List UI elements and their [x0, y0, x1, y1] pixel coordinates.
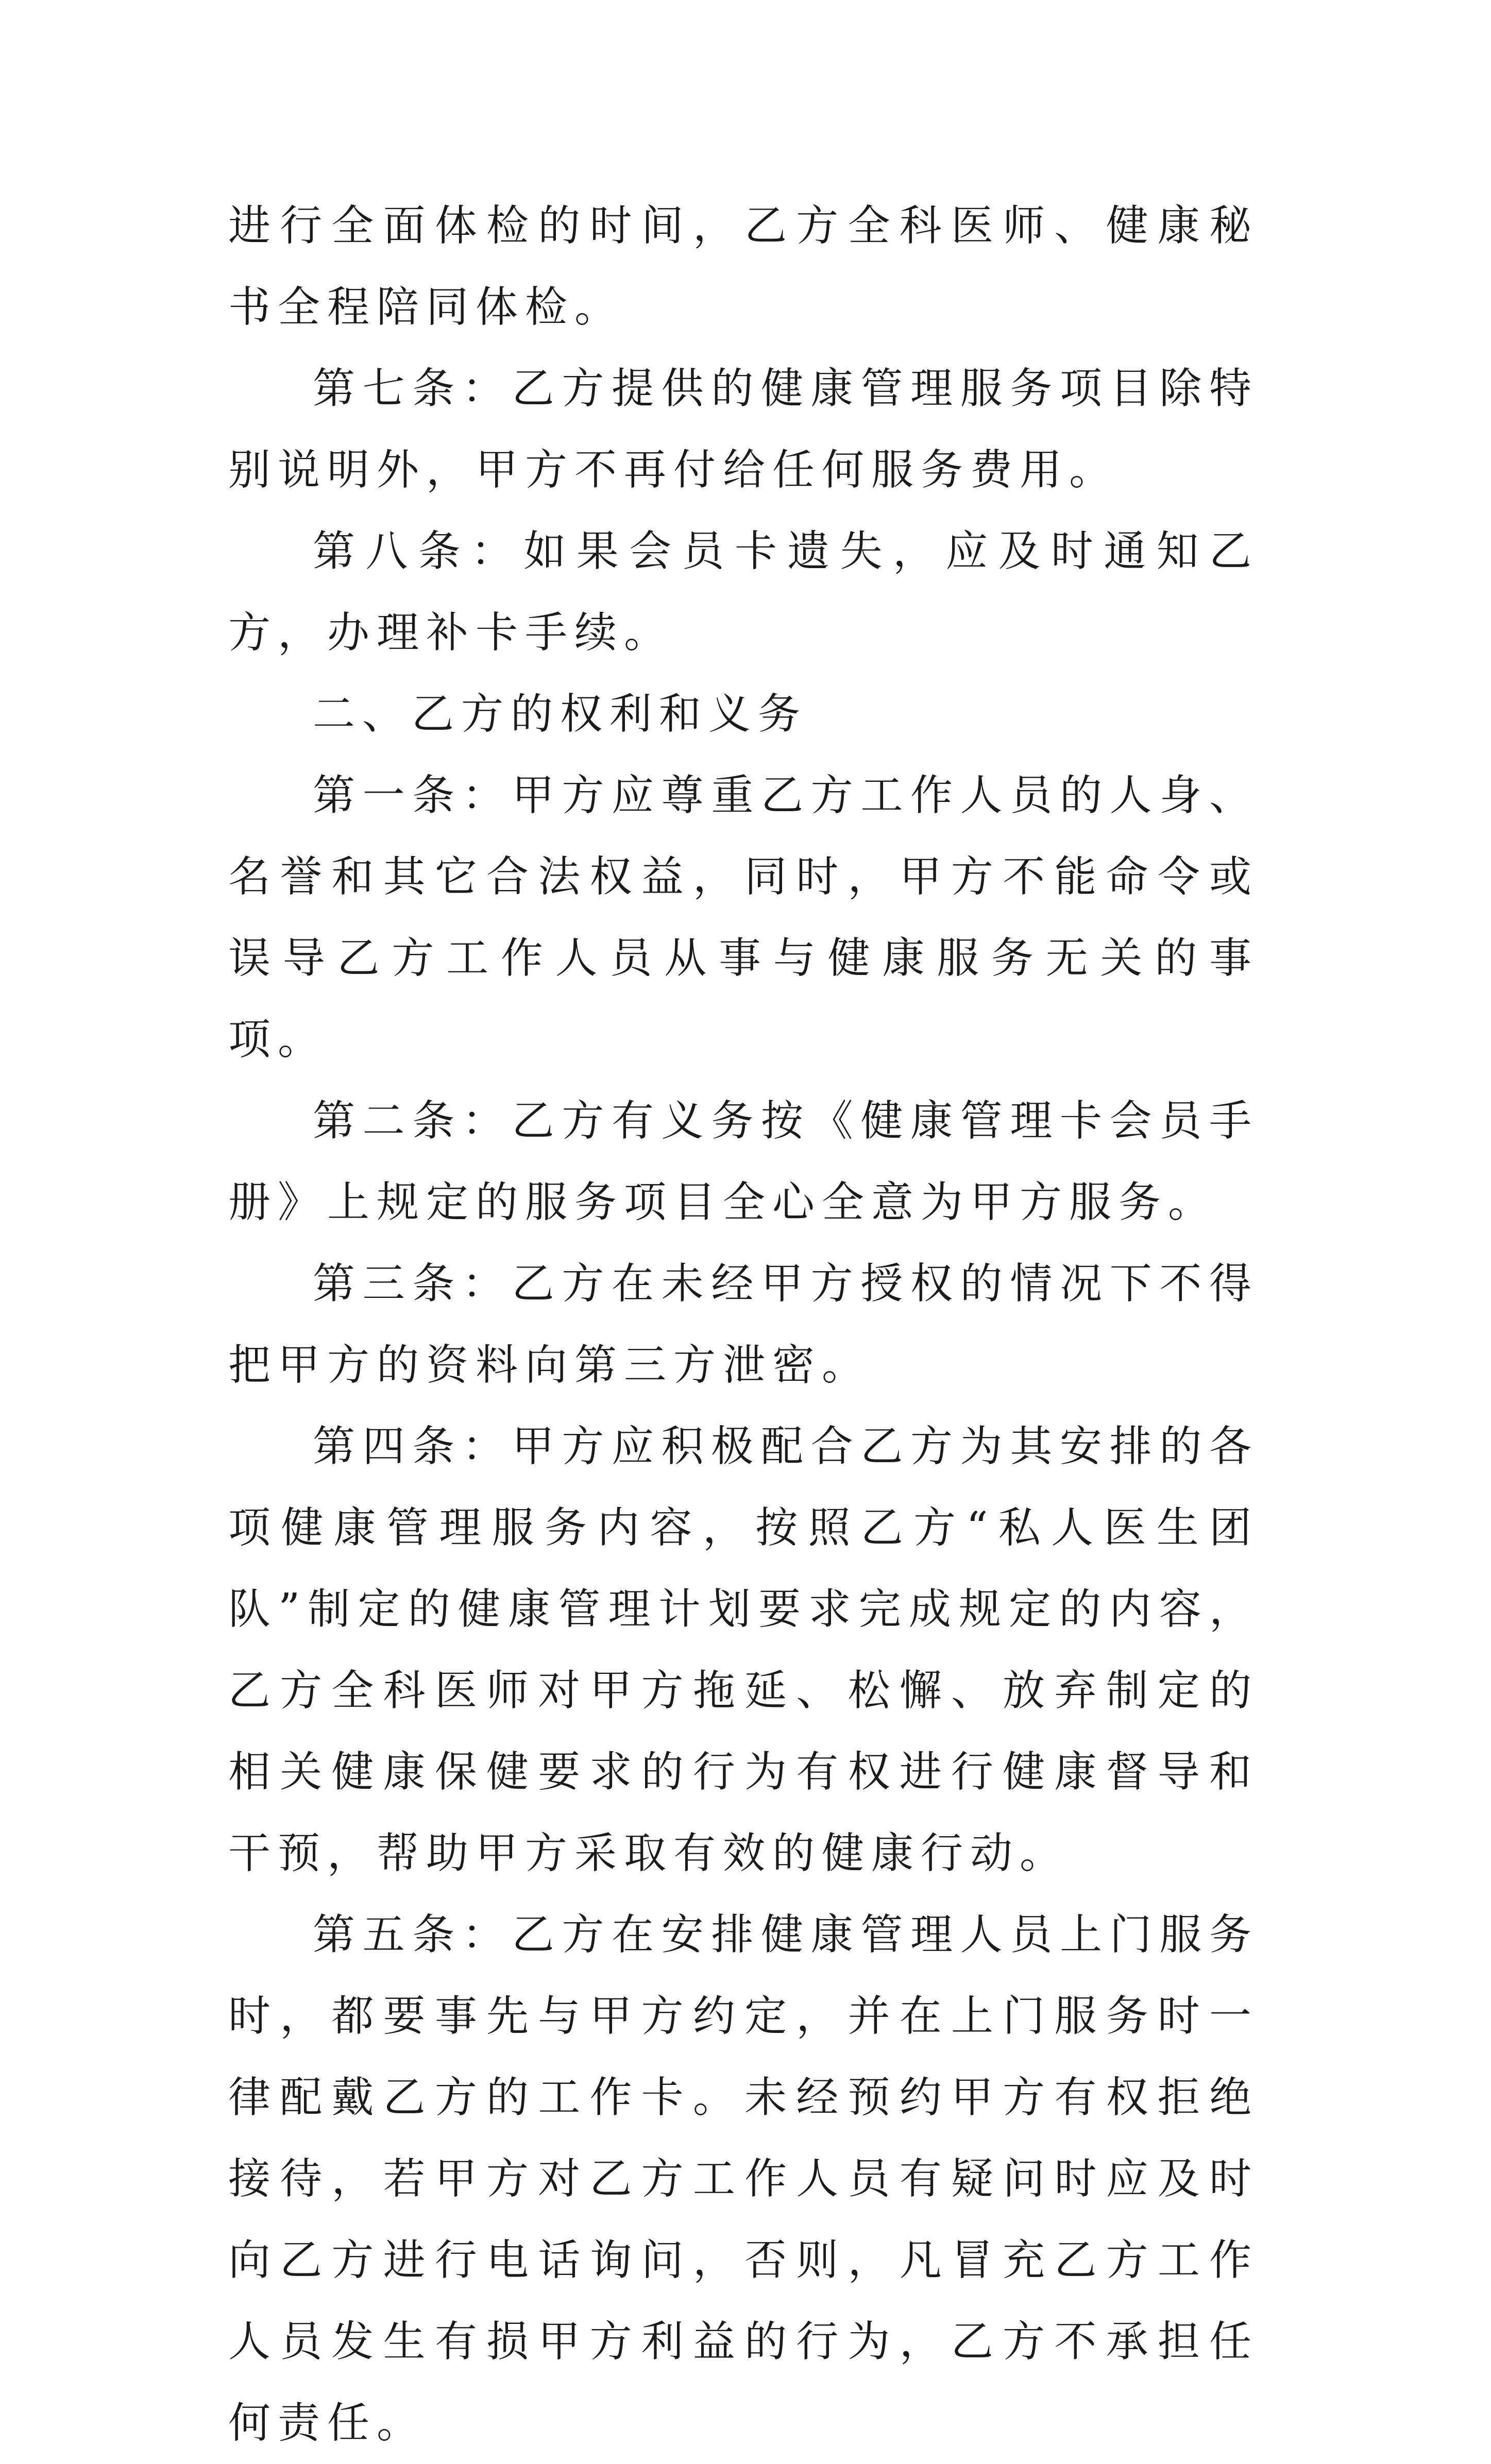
paragraph-continuation: 进行全面体检的时间，乙方全科医师、健康秘书全程陪同体检。 [228, 201, 1259, 332]
paragraph-article-2: 第二条：乙方有义务按《健康管理卡会员手册》上规定的服务项目全心全意为甲方服务。 [228, 1097, 1259, 1227]
document-body [228, 185, 1259, 2464]
section-heading-party-b-rights: 二、乙方的权利和义务 [313, 690, 808, 739]
paragraph-article-3: 第三条：乙方在未经甲方授权的情况下不得把甲方的资料向第三方泄密。 [228, 1259, 1259, 1390]
paragraph-article-4: 第四条：甲方应积极配合乙方为其安排的各项健康管理服务内容，按照乙方“私人医生团队”制定的健康管理计划要求完成规定的内容，乙方全科医师对甲方拖延、松懈、放弃制定的相关健康保健要求的行为有权进行健康督导和干预，帮助甲方采取有效的健康行动。 [228, 1422, 1259, 1878]
paragraph-article-7: 第七条：乙方提供的健康管理服务项目除特别说明外，甲方不再付给任何服务费用。 [228, 364, 1259, 494]
paragraph-article-1: 第一条：甲方应尊重乙方工作人员的人身、名誉和其它合法权益，同时，甲方不能命令或误导乙方工作人员从事与健康服务无关的事项。 [228, 771, 1259, 1064]
paragraph-article-8: 第八条：如果会员卡遗失，应及时通知乙方，办理补卡手续。 [228, 527, 1259, 657]
paragraph-article-5: 第五条：乙方在安排健康管理人员上门服务时，都要事先与甲方约定，并在上门服务时一律配戴乙方的工作卡。未经预约甲方有权拒绝接待，若甲方对乙方工作人员有疑问时应及时向乙方进行电话询问，否则，凡冒充乙方工作人员发生有损甲方利益的行为，乙方不承担任何责任。 [228, 1910, 1259, 2448]
